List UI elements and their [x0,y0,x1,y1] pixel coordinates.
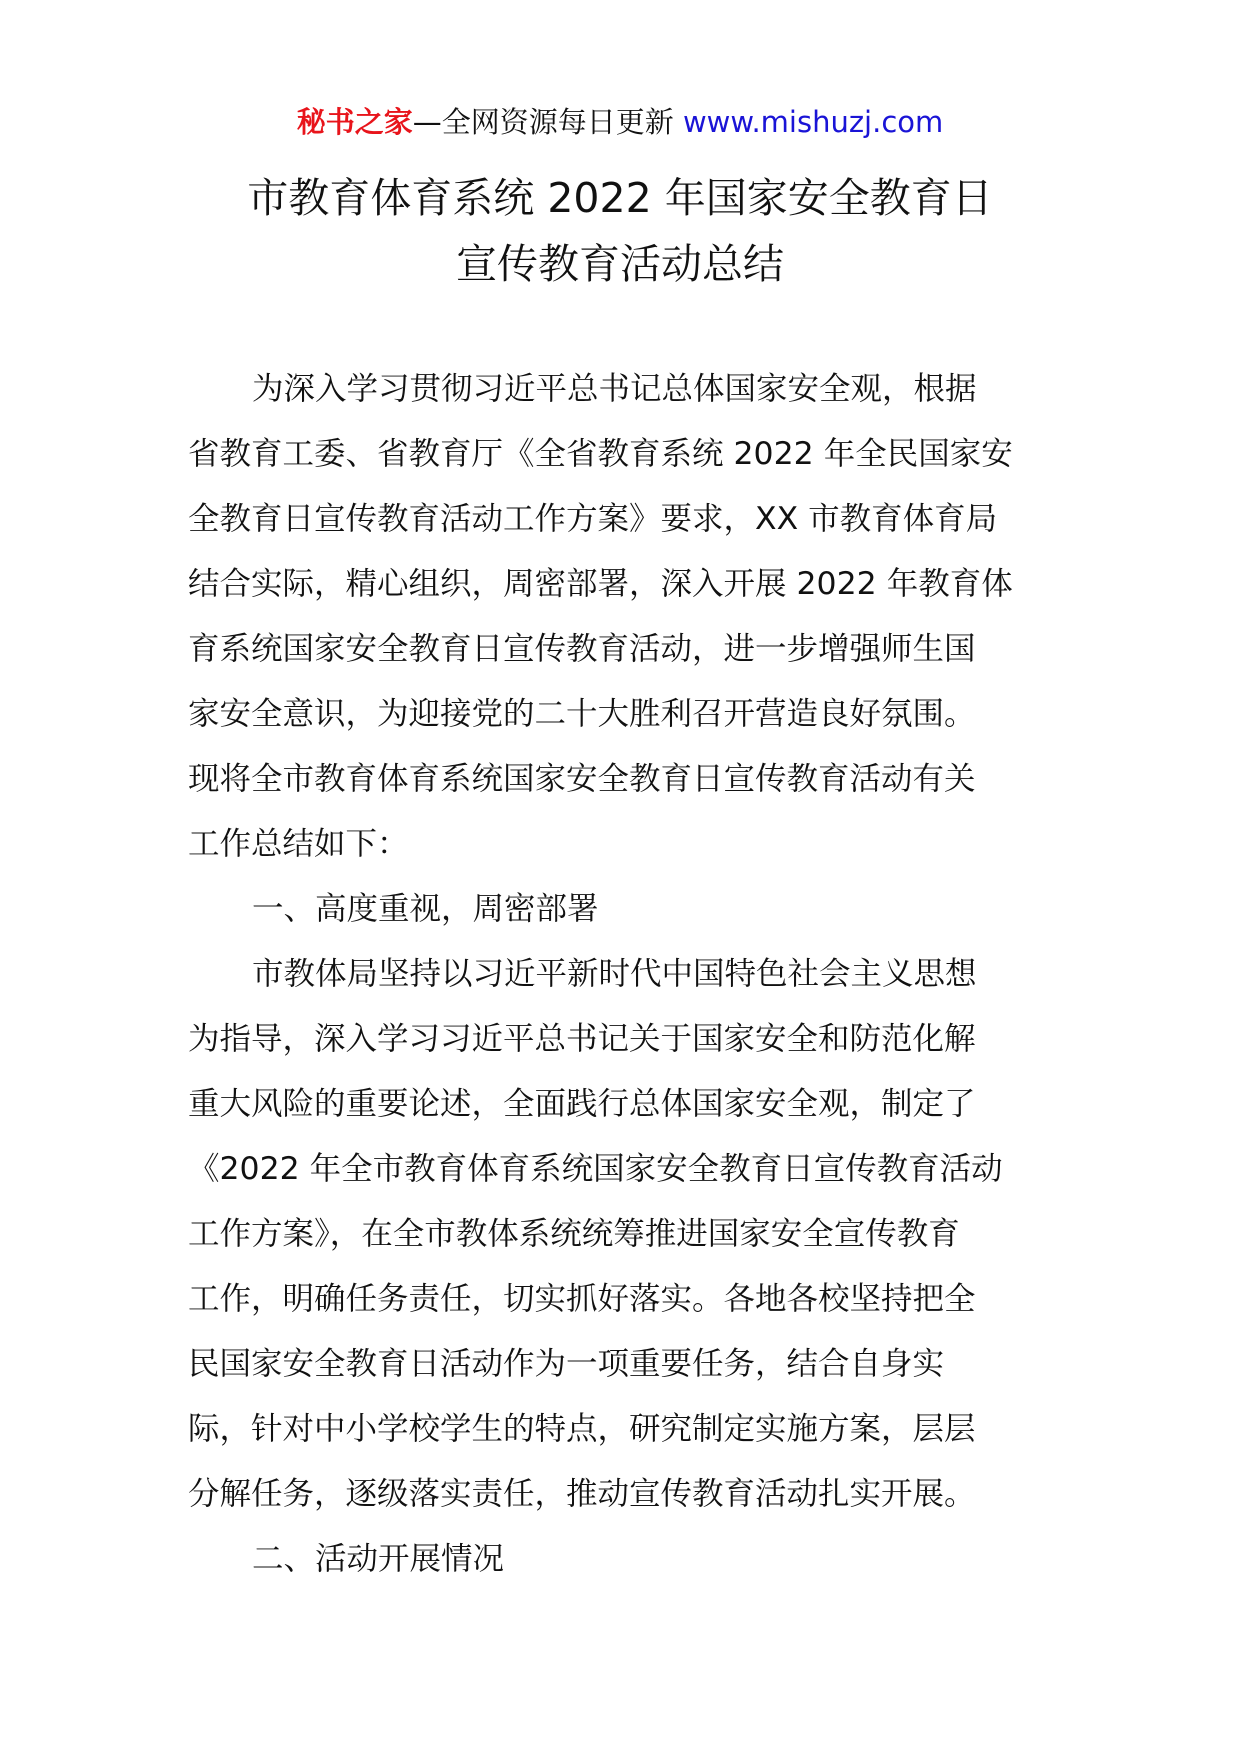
paragraph-line: 现将全市教育体育系统国家安全教育日宣传教育活动有关 [188,761,976,797]
paragraph-line: 际，针对中小学校学生的特点，研究制定实施方案，层层 [188,1411,976,1447]
section-heading-1: 一、高度重视，周密部署 [252,891,599,927]
paragraph-line: 《2022 年全市教育体育系统国家安全教育日宣传教育活动 [188,1151,1003,1187]
title-line-2: 宣传教育活动总结 [456,240,784,288]
paragraph-line: 为深入学习贯彻习近平总书记总体国家安全观，根据 [252,371,977,407]
site-url-link[interactable]: www.mishuzj.com [682,105,944,139]
paragraph-line: 民国家安全教育日活动作为一项重要任务，结合自身实 [188,1346,945,1382]
paragraph-line: 育系统国家安全教育日宣传教育活动，进一步增强师生国 [188,631,976,667]
document-body [188,357,1058,1592]
title-line-1: 市教育体育系统 2022 年国家安全教育日 [247,174,993,222]
paragraph-line: 重大风险的重要论述，全面践行总体国家安全观，制定了 [188,1086,976,1122]
paragraph-line: 结合实际，精心组织，周密部署，深入开展 2022 年教育体 [188,566,1013,602]
document-title [0,165,1240,297]
paragraph-line: 分解任务，逐级落实责任，推动宣传教育活动扎实开展。 [188,1476,976,1512]
paragraph-line: 工作总结如下： [188,826,409,862]
section-heading-2: 二、活动开展情况 [252,1541,505,1577]
paragraph-line: 工作，明确任务责任，切实抓好落实。各地各校坚持把全 [188,1281,976,1317]
brand-name: 秘书之家 [296,105,413,139]
paragraph-line: 省教育工委、省教育厅《全省教育系统 2022 年全民国家安 [188,436,1013,472]
paragraph-line: 全教育日宣传教育活动工作方案》要求，XX 市教育体育局 [188,501,998,537]
paragraph-line: 为指导，深入学习习近平总书记关于国家安全和防范化解 [188,1021,976,1057]
paragraph-line: 工作方案》，在全市教体系统统筹推进国家安全宣传教育 [188,1216,960,1252]
site-header [0,100,1240,144]
paragraph-line: 家安全意识，为迎接党的二十大胜利召开营造良好氛围。 [188,696,976,732]
header-tagline: —全网资源每日更新 [412,105,683,139]
paragraph-line: 市教体局坚持以习近平新时代中国特色社会主义思想 [252,956,977,992]
